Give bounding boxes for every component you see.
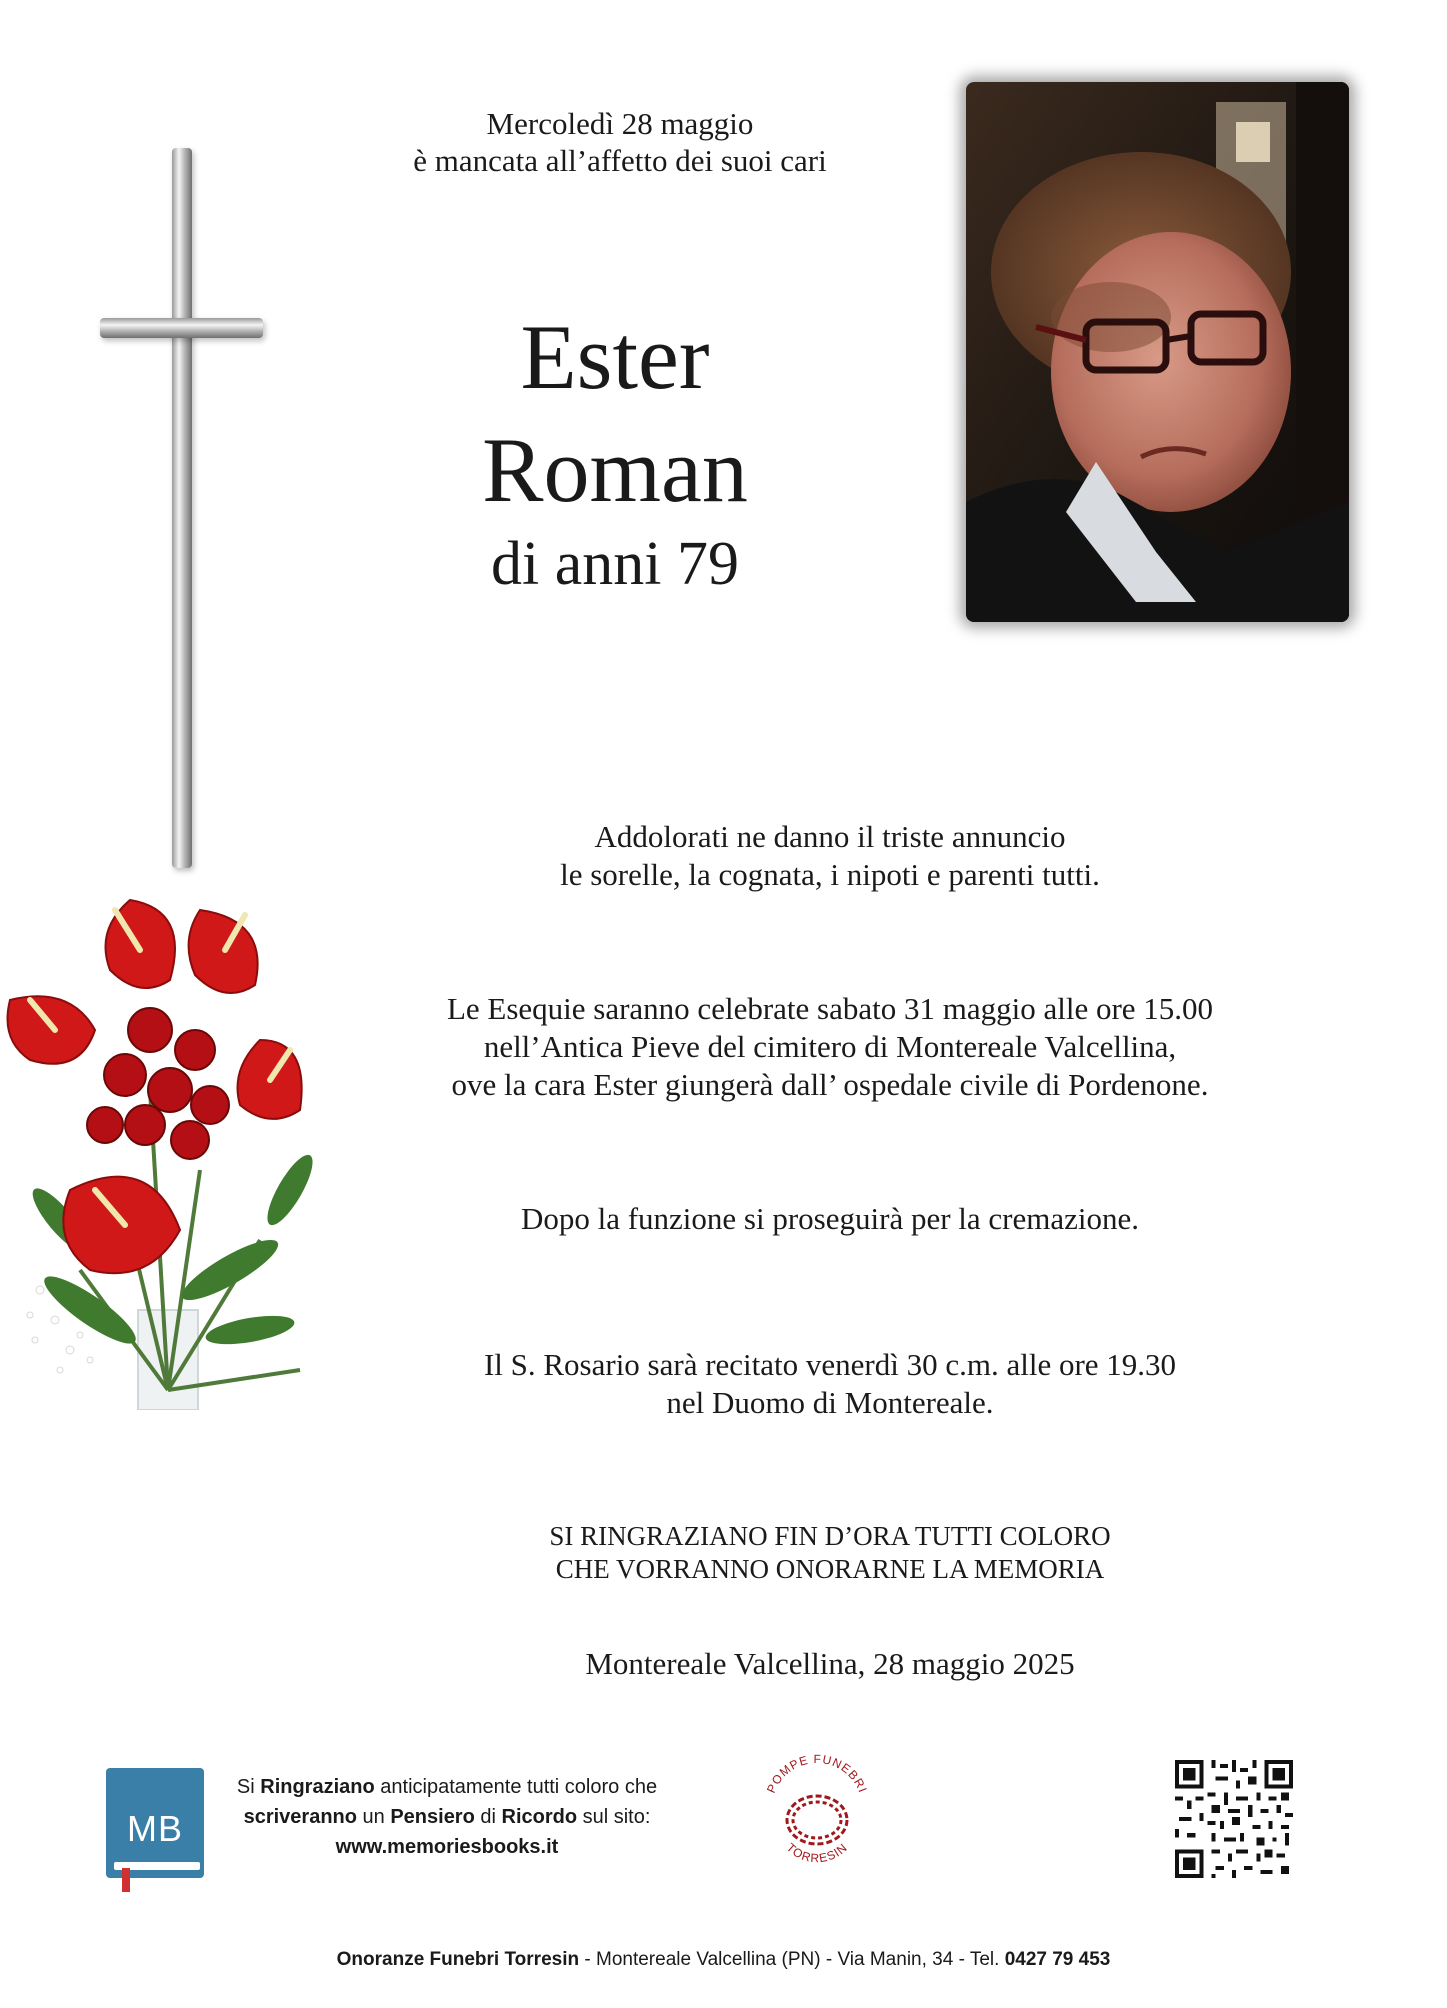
svg-text:POMPE FUNEBRI xyxy=(764,1752,870,1795)
deceased-first-name: Ester xyxy=(520,306,710,408)
cremation-note: Dopo la funzione si proseguirà per la cremazione. xyxy=(520,1201,1140,1236)
company-footer xyxy=(0,1948,1447,1972)
portrait-image xyxy=(966,82,1349,622)
funeral-details xyxy=(380,990,1280,1104)
intro-sentence: è mancata all’affetto dei suoi cari xyxy=(413,143,827,178)
memoriesbooks-link[interactable]: www.memoriesbooks.it xyxy=(335,1836,559,1858)
mb-bookmark-ribbon xyxy=(122,1868,130,1892)
place-date: Montereale Valcellina, 28 maggio 2025 xyxy=(585,1646,1075,1681)
company-phone[interactable]: 0427 79 453 xyxy=(1004,1949,1111,1970)
deceased-age: di anni 79 xyxy=(491,530,739,598)
portrait-photo xyxy=(966,82,1349,622)
funeral-line: Le Esequie saranno celebrate sabato 31 maggio alle ore 15.00 xyxy=(446,991,1214,1026)
rosary-details xyxy=(380,1346,1280,1422)
flower-bouquet-icon xyxy=(0,890,340,1410)
announcement-paragraph xyxy=(380,818,1280,894)
thanks-line: CHE VORRANNO ONORARNE LA MEMORIA xyxy=(555,1554,1105,1584)
pompe-funebri-seal-icon xyxy=(758,1748,876,1876)
thanks-note xyxy=(380,1520,1280,1586)
thanks-line-1: Si Ringraziano anticipatamente tutti coloro che xyxy=(236,1776,658,1798)
seal-bottom-text: TORRESIN xyxy=(783,1840,851,1866)
rosary-line: Il S. Rosario sarà recitato venerdì 30 c.m. alle ore 19.30 xyxy=(483,1347,1177,1382)
qr-code-icon[interactable] xyxy=(1175,1760,1293,1878)
deceased-last-name: Roman xyxy=(482,419,748,521)
announcement-line: Addolorati ne danno il triste annuncio xyxy=(594,819,1066,854)
intro-date: Mercoledì 28 maggio xyxy=(486,106,754,141)
intro-text xyxy=(300,105,940,179)
seal-top-text: POMPE FUNEBRI xyxy=(764,1751,871,1796)
cross-vertical-bar xyxy=(172,148,192,868)
thanks-line-2: scriveranno un Pensiero di Ricordo sul sito: xyxy=(243,1806,651,1828)
memoriesbooks-logo-icon[interactable] xyxy=(106,1768,204,1878)
announcement-line: le sorelle, la cognata, i nipoti e parenti tutti. xyxy=(560,857,1100,892)
cross-horizontal-bar xyxy=(100,318,263,338)
company-name: Onoranze Funebri Torresin xyxy=(336,1949,580,1970)
company-address: - Montereale Valcellina (PN) - Via Manin, 34 - Tel. xyxy=(579,1949,1005,1970)
svg-text:TORRESIN xyxy=(784,1840,851,1865)
funeral-line: ove la cara Ester giungerà dall’ ospedale civile di Pordenone. xyxy=(451,1067,1209,1102)
rosary-line: nel Duomo di Montereale. xyxy=(666,1385,994,1420)
thanks-line: SI RINGRAZIANO FIN D’ORA TUTTI COLORO xyxy=(549,1521,1111,1551)
funeral-line: nell’Antica Pieve del cimitero di Montereale Valcellina, xyxy=(483,1029,1177,1064)
memoriesbooks-thanks xyxy=(212,1772,682,1862)
mb-logo-text: MB xyxy=(127,1808,183,1849)
